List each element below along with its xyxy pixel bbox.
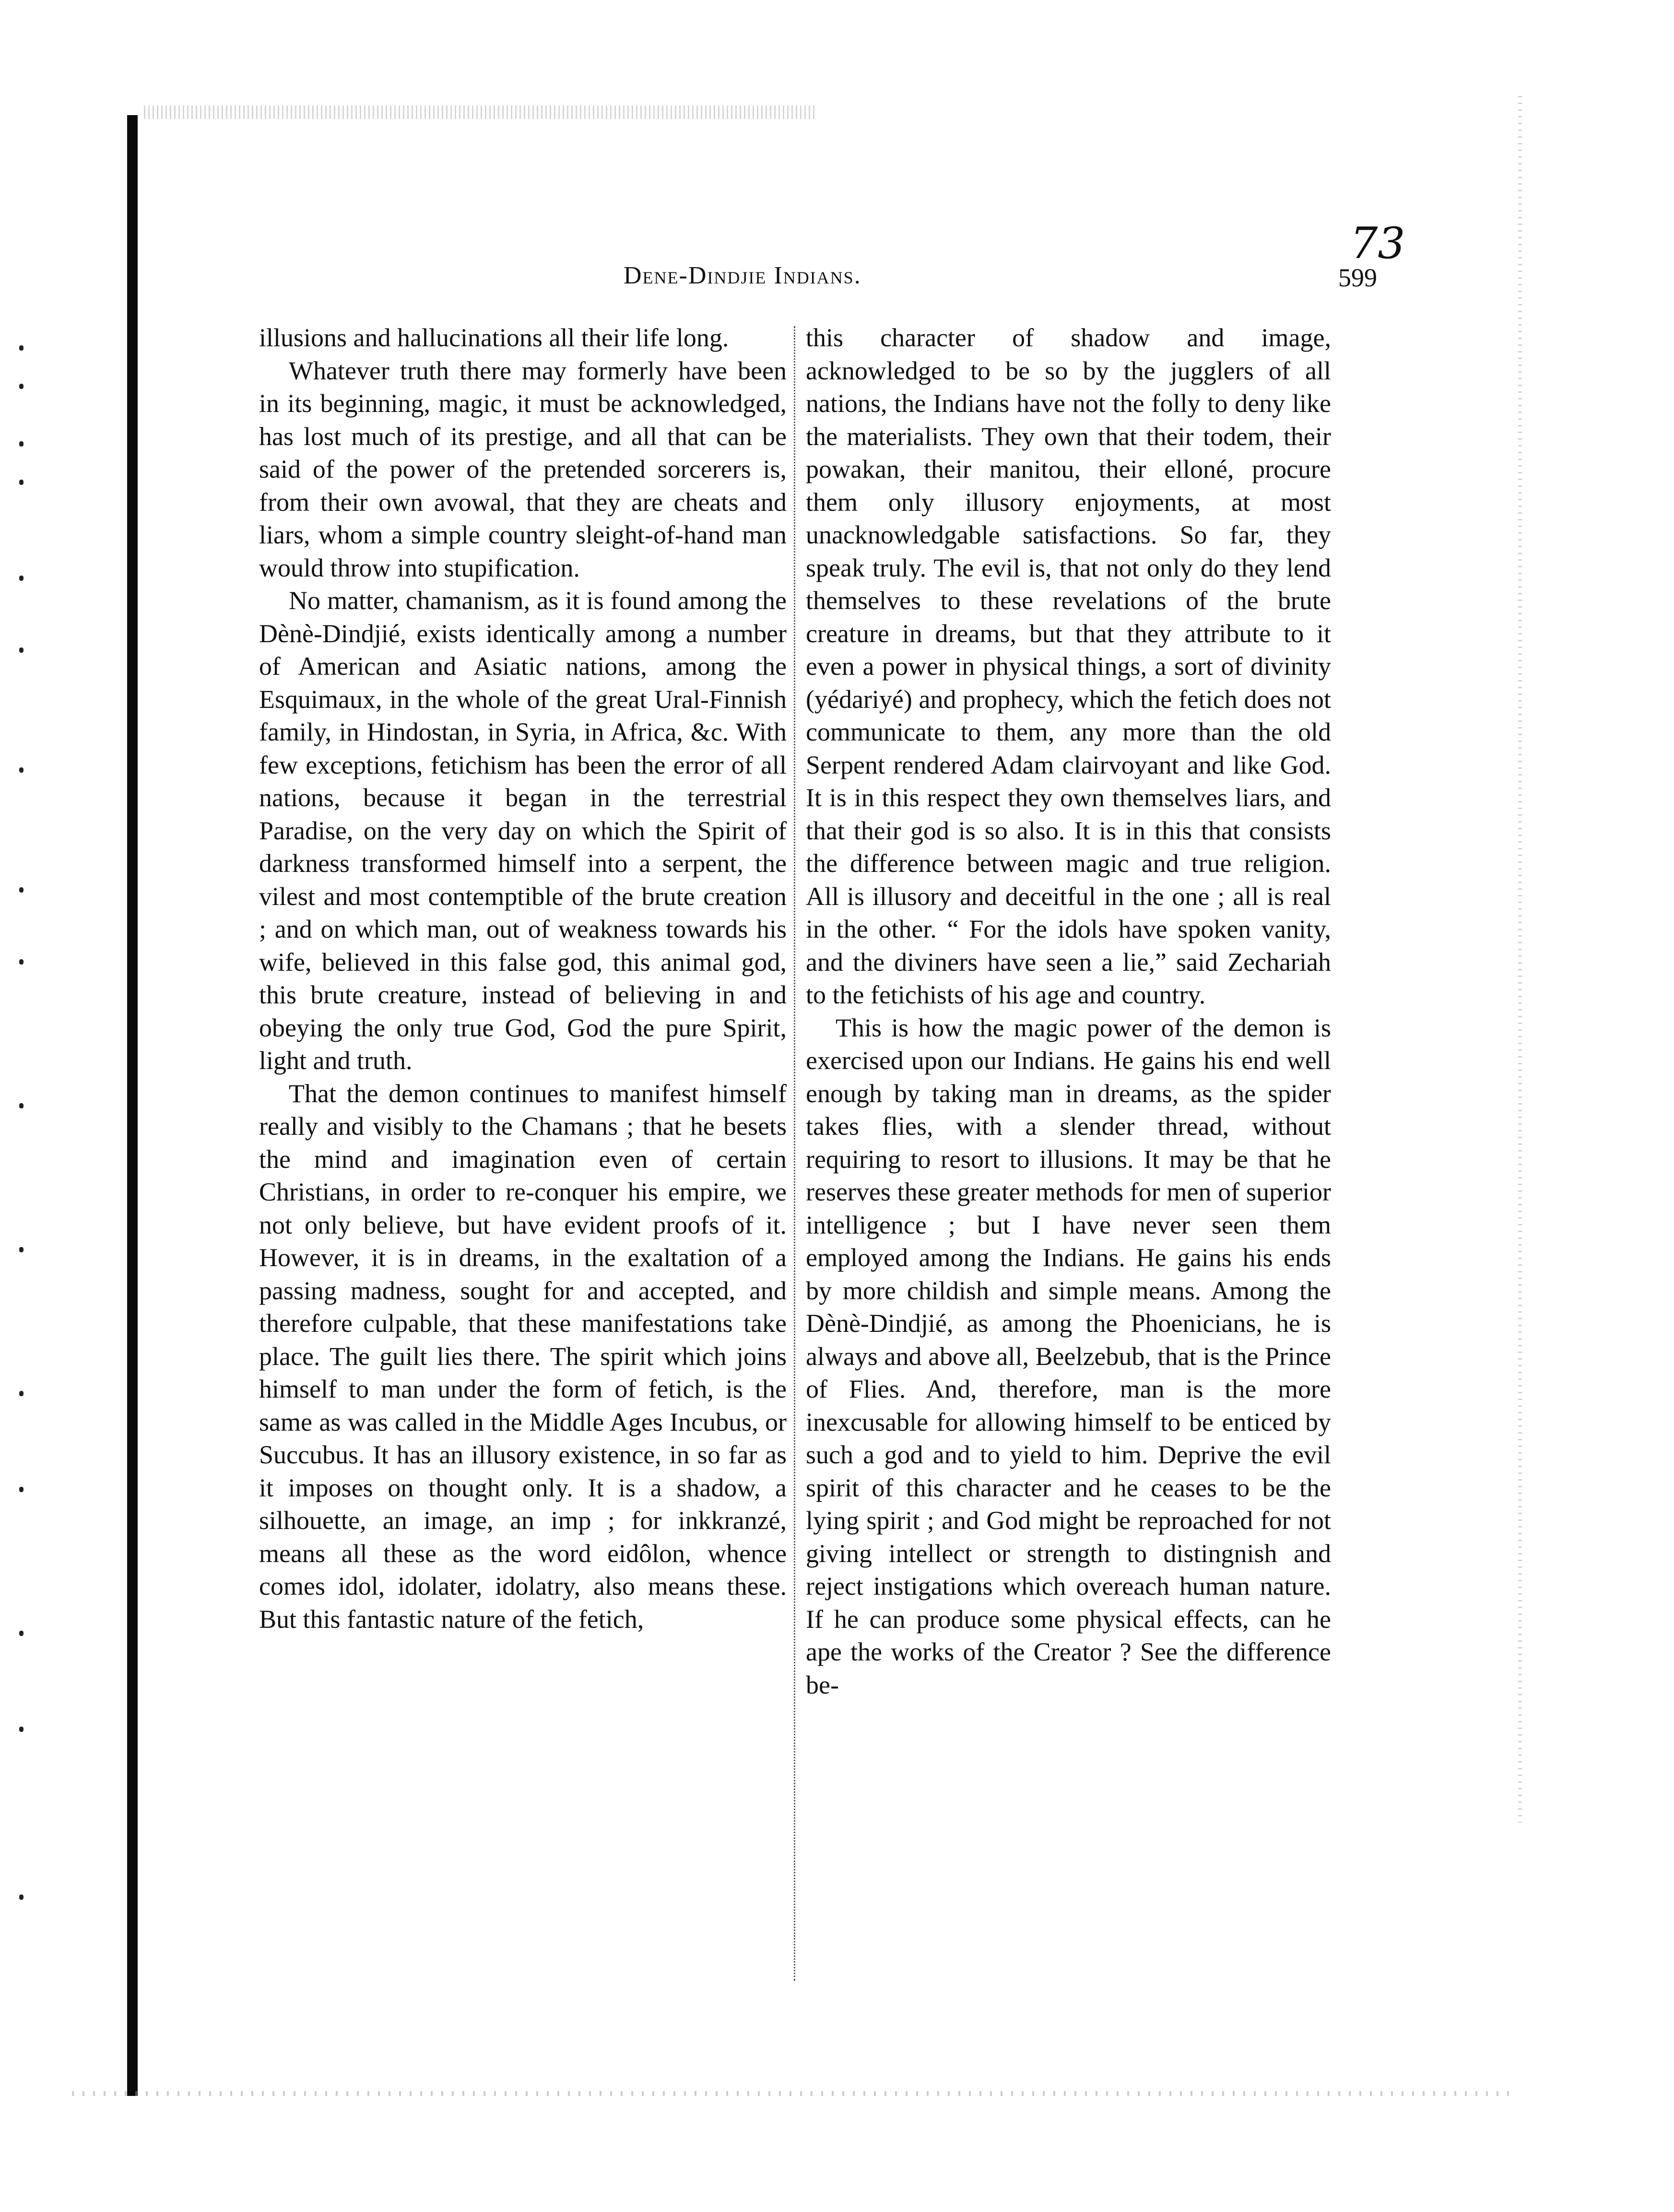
paragraph: Whatever truth there may formerly have been in its beginning, magic, it must be acknowledged, has lost much of its prestige, and all that can be said of the power of the pretended sorcerers is, from their own avowal, that they are cheats and liars, whom a simple country sleight-of-hand man would throw into stupification.: [259, 356, 787, 582]
paragraph: No matter, chamanism, as it is found among the Dènè-Dindjié, exists identically among a number of American and Asiatic nations, among the Esquimaux, in the whole of the great Ural-Finnish family, in Hindostan, in Syria, in Africa, &c. With few exceptions, fetichism has been the error of all nations, because it began in the terrestrial Paradise, on the very day on which the Spirit of darkness transformed himself into a serpent, the vilest and most contemptible of the brute creation ; and on which man, out of weakness towards his wife, believed in this false god, this animal god, this brute creature, instead of believing in and obeying the only true God, God the pure Spirit, light and truth.: [259, 586, 787, 1075]
right-column: [806, 321, 1331, 1701]
page-edge-right: [1518, 96, 1522, 1823]
scan-smudge-top: [144, 106, 815, 119]
scan-smudge-bottom: [72, 2091, 1511, 2096]
folio-number: 73: [1350, 218, 1405, 269]
binding-shadow: [127, 115, 138, 2096]
left-column: [259, 321, 787, 1635]
paragraph: This is how the magic power of the demon is exercised upon our Indians. He gains his end well enough by taking man in dreams, as the spider takes flies, with a slender thread, without requiring to resort to illusions. It may be that he reserves these greater methods for men of superior intelligence ; but I have never seen them employed among the Indians. He gains his ends by more childish and simple means. Among the Dènè-Dindjié, as among the Phoenicians, he is always and above all, Beelzebub, that is the Prince of Flies. And, therefore, man is the more inexcusable for allowing himself to be enticed by such a god and to yield to him. Deprive the evil spirit of this character and he ceases to be the lying spirit ; and God might be reproached for not giving intellect or strength to distingnish and reject instigations which overeach human nature. If he can produce some physical effects, can he ape the works of the Creator ? See the difference be-: [806, 1013, 1331, 1699]
paragraph: That the demon continues to manifest himself really and visibly to the Chamans ; that he besets the mind and imagination even of certain Christians, in order to re-conquer his empire, we not only believe, but have evident proofs of it. However, it is in dreams, in the exaltation of a passing madness, sought for and accepted, and therefore culpable, that these manifestations take place. The guilt lies there. The spirit which joins himself to man under the form of fetich, is the same as was called in the Middle Ages Incubus, or Succubus. It has an illusory existence, in so far as it imposes on thought only. It is a shadow, a silhouette, an image, an imp ; for inkkranzé, means all these as the word eidôlon, whence comes idol, idolater, idolatry, also means these. But this fantastic nature of the fetich,: [259, 1079, 787, 1634]
running-header-text: Dene-Dindjie Indians.: [624, 262, 861, 289]
column-divider: [794, 326, 795, 1981]
paragraph: this character of shadow and image, acknowledged to be so by the jugglers of all nations, the Indians have not the folly to deny like the materialists. They own that their todem, their powakan, their manitou, their elloné, procure them only illusory enjoyments, at most unacknowledgable satisfactions. So far, they speak truly. The evil is, that not only do they lend themselves to these revelations of the brute creature in dreams, but that they attribute to it even a power in physical things, a sort of divinity (yédariyé) and prophecy, which the fetich does not communicate to them, any more than the old Serpent rendered Adam clairvoyant and like God. It is in this respect they own themselves liars, and that their god is so also. It is in this that consists the difference between magic and true religion. All is illusory and deceitful in the one ; all is real in the other. “ For the idols have spoken vanity, and the diviners have seen a lie,” said Zechariah to the fetichists of his age and country.: [806, 323, 1331, 1009]
running-header: [624, 261, 861, 290]
paragraph: illusions and hallucinations all their life long.: [259, 323, 729, 352]
page-number: 599: [1338, 263, 1377, 292]
